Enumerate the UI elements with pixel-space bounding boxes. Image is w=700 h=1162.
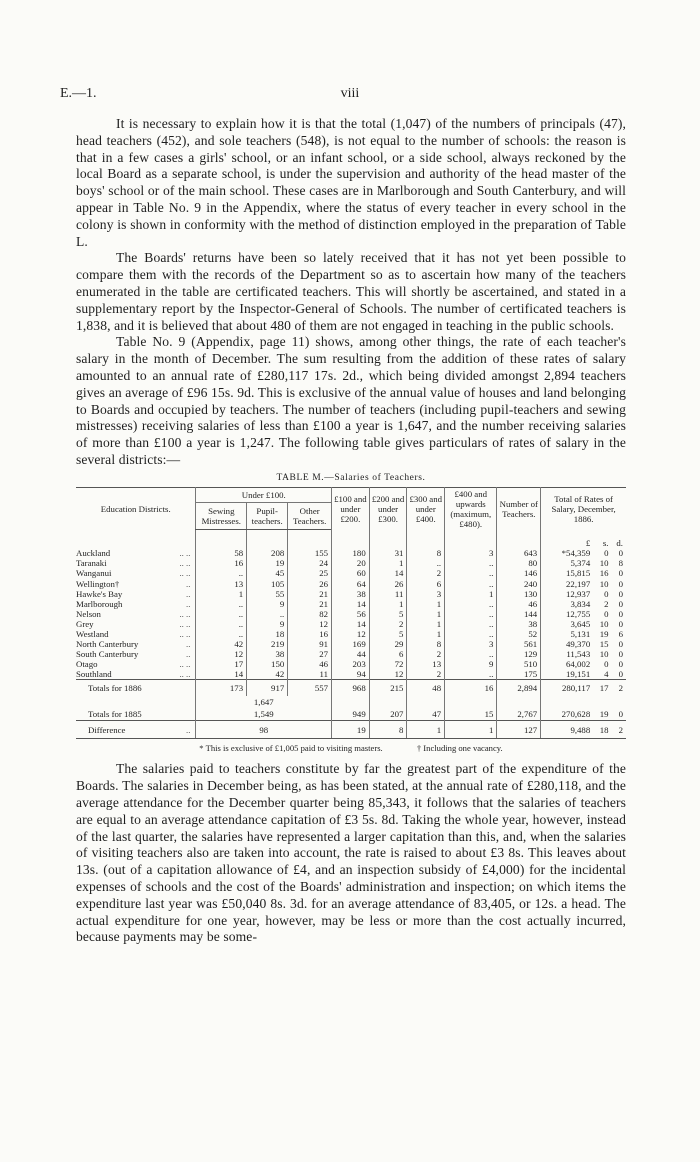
cell-c200: 26: [369, 579, 407, 589]
unit-pence: d.: [616, 538, 623, 549]
cell-s: 16: [599, 568, 609, 579]
totals-1885-d: 0: [618, 709, 623, 720]
leader-dots: .. ..: [179, 608, 191, 619]
cell-s: 4: [604, 669, 609, 680]
totals-1886-d: 2: [612, 680, 627, 697]
cell-other: 21: [288, 589, 332, 599]
leader-dots: .. ..: [179, 558, 191, 569]
totals-1885-number: 2,767: [497, 708, 541, 721]
totals-1885-row: [76, 708, 626, 721]
table-row: [76, 659, 626, 669]
totals-1885-c300: 47: [407, 708, 445, 721]
cell-s: 15: [599, 639, 609, 650]
difference-number: 127: [497, 721, 541, 739]
cell-number: 129: [497, 649, 541, 659]
cell-c100: 94: [332, 669, 370, 680]
cell-sewing: ..: [196, 599, 247, 609]
cell-d: 0: [618, 568, 623, 579]
cell-d: 0: [618, 659, 623, 670]
leader-dots: .. ..: [179, 659, 191, 670]
cell-c100: 60: [332, 568, 370, 578]
unit-shillings: s.: [602, 538, 609, 549]
cell-c400: 3: [445, 548, 497, 558]
header-pupil: Pupil-teachers.: [247, 503, 288, 530]
cell-sewing: 58: [196, 548, 247, 558]
header-300-400: £300 and under £400.: [407, 487, 445, 530]
totals-1885-label: Totals for 1885: [88, 709, 142, 720]
district-name: Otago: [76, 659, 98, 670]
district-name: Southland: [76, 669, 112, 680]
cell-c100: 14: [332, 619, 370, 629]
table-row: [76, 548, 626, 558]
difference-row: [76, 721, 626, 739]
cell-sewing: 17: [196, 659, 247, 669]
cell-c100: 44: [332, 649, 370, 659]
cell-number: 80: [497, 558, 541, 568]
header-number: Number of Teachers.: [497, 487, 541, 530]
cell-s: 19: [599, 629, 609, 640]
leader-dots: .. ..: [179, 618, 191, 629]
page-number: viii: [340, 86, 360, 101]
district-name: South Canterbury: [76, 649, 139, 660]
totals-1886-c200: 215: [369, 680, 407, 697]
table-row: [76, 639, 626, 649]
difference-dots: ..: [186, 724, 191, 735]
cell-pupil: 9: [247, 599, 288, 609]
cell-number: 643: [497, 548, 541, 558]
cell-c200: 2: [369, 619, 407, 629]
difference-c100: 19: [332, 721, 370, 739]
cell-number: 175: [497, 669, 541, 680]
cell-pupil: 45: [247, 568, 288, 578]
district-name: Taranaki: [76, 558, 107, 569]
cell-other: 21: [288, 599, 332, 609]
cell-l: 15,815: [541, 568, 594, 578]
unit-pounds: £: [541, 530, 594, 549]
cell-d: 0: [618, 618, 623, 629]
cell-d: 0: [618, 548, 623, 559]
cell-pupil: 42: [247, 669, 288, 680]
header-other: Other Teachers.: [288, 503, 332, 530]
difference-c200: 8: [369, 721, 407, 739]
cell-pupil: 19: [247, 558, 288, 568]
cell-number: 52: [497, 629, 541, 639]
cell-c300: 1: [407, 599, 445, 609]
cell-l: 12,937: [541, 589, 594, 599]
cell-s: 0: [604, 608, 609, 619]
cell-c200: 14: [369, 568, 407, 578]
cell-c200: 31: [369, 548, 407, 558]
totals-1886-label: Totals for 1886: [76, 680, 196, 697]
cell-c100: 38: [332, 589, 370, 599]
cell-number: 130: [497, 589, 541, 599]
cell-other: 24: [288, 558, 332, 568]
cell-d: 0: [618, 649, 623, 660]
cell-c300: 2: [407, 669, 445, 680]
combined-1886: 1,647: [196, 696, 332, 708]
cell-other: 91: [288, 639, 332, 649]
leader-dots: ..: [186, 588, 191, 599]
cell-sewing: ..: [196, 609, 247, 619]
district-name: Hawke's Bay: [76, 588, 123, 599]
table-row: [76, 599, 626, 609]
cell-d: 0: [618, 639, 623, 650]
cell-c300: 8: [407, 548, 445, 558]
cell-pupil: 38: [247, 649, 288, 659]
cell-l: 5,374: [541, 558, 594, 568]
table-row: [76, 568, 626, 578]
closing-paragraph: The salaries paid to teachers constitute by far the greatest part of the expenditure of the Boards. The salaries in December being, as has been stated, at the annual rate of £280,118, and the average attendance for the December quarter being 85,343, it follows that the salaries of teachers are equal to an average attendance capitation of £3 5s. 8d. Taking the whole year, however, instead of the last quarter, the salaries have represented a larger capitation than this, and, when the salaries of visiting teachers also are taken into account, the rate is raised to about £3 8s. This leaves about 13s. (out of a capitation allowance of £4, and an inspection subsidy of £4,000) for the incidental expenses of schools and the cost of the Boards' administration and inspection; on which items the expenditure last year was £50,040 8s. 3d. for an average attendance of 83,405, or 12s. a head. The actual expenditure for one year, however, may be less or more than the cost actually incurred, because payments may be some-: [76, 761, 626, 945]
cell-c200: 5: [369, 609, 407, 619]
cell-s: 0: [604, 548, 609, 559]
difference-c400: 1: [445, 721, 497, 739]
cell-number: 146: [497, 568, 541, 578]
leader-dots: ..: [186, 578, 191, 589]
cell-c400: ..: [445, 649, 497, 659]
cell-c200: 11: [369, 589, 407, 599]
cell-l: 12,755: [541, 609, 594, 619]
cell-number: 38: [497, 619, 541, 629]
cell-pupil: 208: [247, 548, 288, 558]
cell-c300: ..: [407, 558, 445, 568]
combined-1886-row: [76, 696, 626, 708]
difference-l: 9,488: [541, 721, 594, 739]
header-400-up: £400 and upwards (maximum, £480).: [445, 487, 497, 530]
table-footnotes: [76, 743, 626, 753]
cell-other: 16: [288, 629, 332, 639]
cell-other: 12: [288, 619, 332, 629]
cell-c300: 6: [407, 579, 445, 589]
salaries-table: [76, 487, 626, 740]
cell-c200: 5: [369, 629, 407, 639]
table-row: [76, 609, 626, 619]
table-row: [76, 619, 626, 629]
cell-c100: 20: [332, 558, 370, 568]
totals-1886-pupil: 917: [247, 680, 288, 697]
cell-d: 0: [618, 608, 623, 619]
cell-c300: 1: [407, 609, 445, 619]
cell-c300: 8: [407, 639, 445, 649]
district-name: Auckland: [76, 548, 111, 559]
cell-c100: 64: [332, 579, 370, 589]
cell-c300: 13: [407, 659, 445, 669]
cell-sewing: 14: [196, 669, 247, 680]
header-100-200: £100 and under £200.: [332, 487, 370, 530]
totals-1885-c100: 949: [332, 708, 370, 721]
cell-other: 25: [288, 568, 332, 578]
cell-d: 0: [618, 588, 623, 599]
cell-number: 46: [497, 599, 541, 609]
cell-sewing: ..: [196, 629, 247, 639]
cell-c100: 203: [332, 659, 370, 669]
cell-l: *54,359: [541, 548, 594, 558]
cell-d: 0: [618, 598, 623, 609]
cell-c200: 72: [369, 659, 407, 669]
leader-dots: .. ..: [179, 629, 191, 640]
header-sewing: Sewing Mistresses.: [196, 503, 247, 530]
leader-dots: ..: [186, 598, 191, 609]
units-row: [76, 530, 626, 549]
table-row: [76, 589, 626, 599]
cell-c400: ..: [445, 579, 497, 589]
table-row: [76, 579, 626, 589]
table-row: [76, 669, 626, 680]
cell-s: 10: [599, 558, 609, 569]
cell-c400: 3: [445, 639, 497, 649]
totals-1886-other: 557: [288, 680, 332, 697]
difference-d: 2: [612, 721, 627, 739]
cell-sewing: 1: [196, 589, 247, 599]
footnote-1: * This is exclusive of £1,005 paid to visiting masters.: [199, 743, 383, 754]
difference-s: 18: [593, 721, 611, 739]
cell-pupil: 9: [247, 619, 288, 629]
cell-pupil: 219: [247, 639, 288, 649]
cell-c200: 1: [369, 599, 407, 609]
cell-pupil: 18: [247, 629, 288, 639]
cell-other: 155: [288, 548, 332, 558]
totals-1886-c400: 16: [445, 680, 497, 697]
totals-1886-row: [76, 680, 626, 697]
footnote-2: † Including one vacancy.: [416, 743, 503, 754]
cell-l: 22,197: [541, 579, 594, 589]
table-caption: TABLE M.—Salaries of Teachers.: [276, 472, 426, 483]
cell-c200: 29: [369, 639, 407, 649]
combined-1885: 1,549: [196, 708, 332, 721]
totals-1886-c300: 48: [407, 680, 445, 697]
cell-d: 0: [618, 669, 623, 680]
district-name: North Canterbury: [76, 639, 139, 650]
cell-c400: ..: [445, 609, 497, 619]
leader-dots: .. ..: [179, 548, 191, 559]
cell-s: 10: [599, 618, 609, 629]
leader-dots: .. ..: [179, 568, 191, 579]
cell-l: 19,151: [541, 669, 594, 680]
cell-c400: ..: [445, 599, 497, 609]
cell-c200: 1: [369, 558, 407, 568]
difference-combined: 98: [196, 721, 332, 739]
cell-d: 8: [618, 558, 623, 569]
paragraph-2: The Boards' returns have been so lately received that it has not yet been possible to compare them with the records of the Department so as to ascertain how many of the teachers enumerated in the table are certificated teachers. This will shortly be ascertained, and stated in a supplementary report by the Inspector-General of Schools. The number of certificated teachers is 1,838, and it is believed that about 480 of them are not engaged in teaching in the public schools.: [76, 250, 626, 333]
totals-1886-l: 280,117: [541, 680, 594, 697]
cell-pupil: 55: [247, 589, 288, 599]
cell-s: 10: [599, 649, 609, 660]
totals-1885-s: 19: [599, 709, 609, 720]
cell-l: 3,645: [541, 619, 594, 629]
cell-pupil: 150: [247, 659, 288, 669]
totals-1886-number: 2,894: [497, 680, 541, 697]
cell-c300: 2: [407, 649, 445, 659]
cell-c300: 1: [407, 619, 445, 629]
cell-number: 561: [497, 639, 541, 649]
district-name: Wanganui: [76, 568, 112, 579]
cell-other: 26: [288, 579, 332, 589]
header-under-100: Under £100.: [196, 487, 332, 502]
header-200-300: £200 and under £300.: [369, 487, 407, 530]
report-reference: E.—1.: [60, 86, 97, 101]
cell-l: 11,543: [541, 649, 594, 659]
district-name: Grey: [76, 618, 94, 629]
totals-1886-sewing: 173: [196, 680, 247, 697]
cell-c100: 12: [332, 629, 370, 639]
cell-c400: ..: [445, 619, 497, 629]
table-row: [76, 629, 626, 639]
cell-sewing: 42: [196, 639, 247, 649]
table-row: [76, 649, 626, 659]
cell-sewing: ..: [196, 619, 247, 629]
cell-c400: ..: [445, 629, 497, 639]
cell-c400: ..: [445, 568, 497, 578]
cell-s: 10: [599, 578, 609, 589]
cell-c100: 14: [332, 599, 370, 609]
header-total: Total of Rates of Salary, December, 1886.: [541, 487, 626, 530]
cell-number: 510: [497, 659, 541, 669]
district-name: Westland: [76, 629, 109, 640]
cell-l: 64,002: [541, 659, 594, 669]
cell-c200: 12: [369, 669, 407, 680]
cell-number: 144: [497, 609, 541, 619]
cell-s: 0: [604, 659, 609, 670]
cell-d: 6: [618, 629, 623, 640]
cell-other: 27: [288, 649, 332, 659]
paragraph-1: It is necessary to explain how it is that the total (1,047) of the numbers of principals (47), head teachers (452), and sole teachers (548), is not equal to the number of schools: the reason is that in a few cases a girls' school, or an infant school, or a side school, always reckoned by the local Board as a separate school, is under the supervision and authority of the head master of the boys' school or of the main school. These cases are in Marlborough and South Canterbury, and will appear in Table No. 9 in the Appendix, where the status of every teacher in every school in the colony is shown in conformity with the method of distinction employed in the preparation of Table L.: [76, 116, 626, 249]
cell-d: 0: [618, 578, 623, 589]
cell-c400: 9: [445, 659, 497, 669]
cell-pupil: ..: [247, 609, 288, 619]
header-district: Education Districts.: [100, 503, 171, 514]
difference-label: Difference: [88, 724, 126, 735]
leader-dots: ..: [186, 649, 191, 660]
cell-other: 82: [288, 609, 332, 619]
cell-s: 0: [604, 588, 609, 599]
body-text: [76, 116, 626, 946]
cell-c400: ..: [445, 669, 497, 680]
cell-sewing: 13: [196, 579, 247, 589]
cell-c100: 180: [332, 548, 370, 558]
cell-c200: 6: [369, 649, 407, 659]
district-name: Wellington†: [76, 578, 120, 589]
totals-1885-c400: 15: [445, 708, 497, 721]
totals-1886-c100: 968: [332, 680, 370, 697]
cell-number: 240: [497, 579, 541, 589]
cell-other: 11: [288, 669, 332, 680]
cell-c100: 56: [332, 609, 370, 619]
leader-dots: .. ..: [179, 669, 191, 680]
cell-c400: ..: [445, 558, 497, 568]
cell-s: 2: [604, 598, 609, 609]
cell-c100: 169: [332, 639, 370, 649]
cell-c400: 1: [445, 589, 497, 599]
district-name: Nelson: [76, 608, 101, 619]
totals-1885-l: 270,628: [541, 708, 594, 721]
totals-1885-c200: 207: [369, 708, 407, 721]
cell-pupil: 105: [247, 579, 288, 589]
totals-1886-s: 17: [593, 680, 611, 697]
table-row: [76, 558, 626, 568]
cell-l: 5,131: [541, 629, 594, 639]
cell-c300: 1: [407, 629, 445, 639]
cell-other: 46: [288, 659, 332, 669]
cell-c300: 3: [407, 589, 445, 599]
difference-c300: 1: [407, 721, 445, 739]
cell-l: 3,834: [541, 599, 594, 609]
cell-sewing: 16: [196, 558, 247, 568]
cell-sewing: 12: [196, 649, 247, 659]
paragraph-3: Table No. 9 (Appendix, page 11) shows, among other things, the rate of each teacher's salary in the month of December. The sum resulting from the addition of these rates of salary amounted to an annual rate of £280,117 17s. 2d., which being divided amongst 2,894 teachers gives an average of £96 15s. 9d. This is exclusive of the annual value of houses and land belonging to Boards and occupied by teachers. The number of teachers (including pupil-teachers and sewing mistresses) receiving salaries of less than £100 a year is 1,647, and the number receiving salaries of more than £100 a year is 1,247. The following table gives particulars of rates of salary in the several districts:—: [76, 334, 626, 467]
cell-c300: 2: [407, 568, 445, 578]
district-name: Marlborough: [76, 598, 123, 609]
leader-dots: ..: [186, 639, 191, 650]
page-header: [60, 86, 640, 106]
cell-l: 49,370: [541, 639, 594, 649]
cell-sewing: ..: [196, 568, 247, 578]
